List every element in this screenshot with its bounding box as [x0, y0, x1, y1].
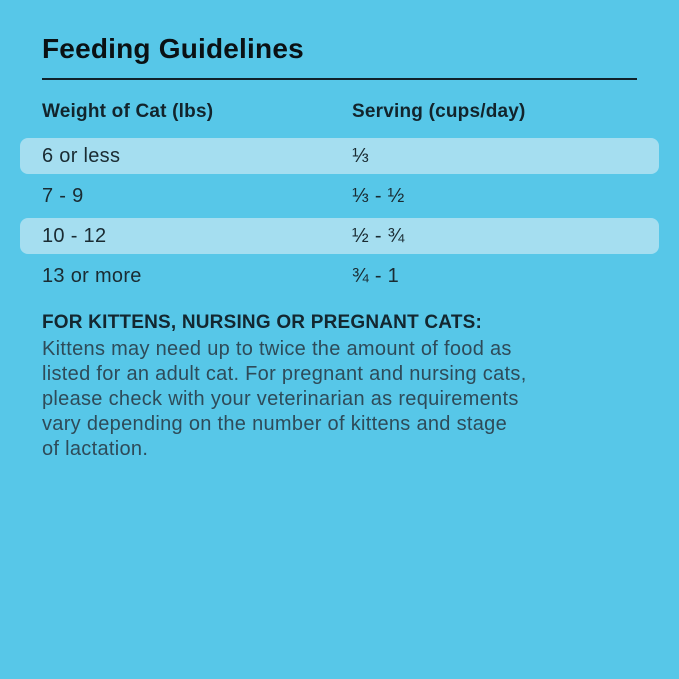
note-line: vary depending on the number of kittens and stage	[42, 413, 508, 435]
table-row	[20, 218, 659, 254]
table-header-row	[42, 100, 637, 124]
page-title: Feeding Guidelines	[42, 33, 304, 64]
table-row	[20, 138, 659, 174]
note-line: Kittens may need up to twice the amount of food as	[42, 338, 512, 360]
serving-cell: ¾ - 1	[352, 264, 400, 287]
title-divider	[42, 78, 637, 80]
kitten-note-body	[42, 337, 637, 462]
column-header-serving: Serving (cups/day)	[352, 101, 526, 122]
kitten-note-heading: FOR KITTENS, NURSING OR PREGNANT CATS:	[42, 312, 483, 333]
feeding-table	[20, 138, 659, 294]
weight-cell: 6 or less	[42, 144, 121, 167]
table-row	[20, 178, 659, 214]
column-header-weight: Weight of Cat (lbs)	[42, 101, 214, 122]
serving-cell: ⅓	[352, 144, 369, 167]
note-line: of lactation.	[42, 438, 149, 460]
table-row	[20, 258, 659, 294]
kitten-note	[42, 311, 637, 462]
serving-cell: ⅓ - ½	[352, 184, 405, 207]
serving-cell: ½ - ¾	[352, 224, 405, 247]
weight-cell: 10 - 12	[42, 224, 107, 247]
weight-cell: 7 - 9	[42, 184, 84, 207]
weight-cell: 13 or more	[42, 264, 142, 287]
note-line: please check with your veterinarian as requirements	[42, 388, 519, 410]
note-line: listed for an adult cat. For pregnant and nursing cats,	[42, 363, 527, 385]
